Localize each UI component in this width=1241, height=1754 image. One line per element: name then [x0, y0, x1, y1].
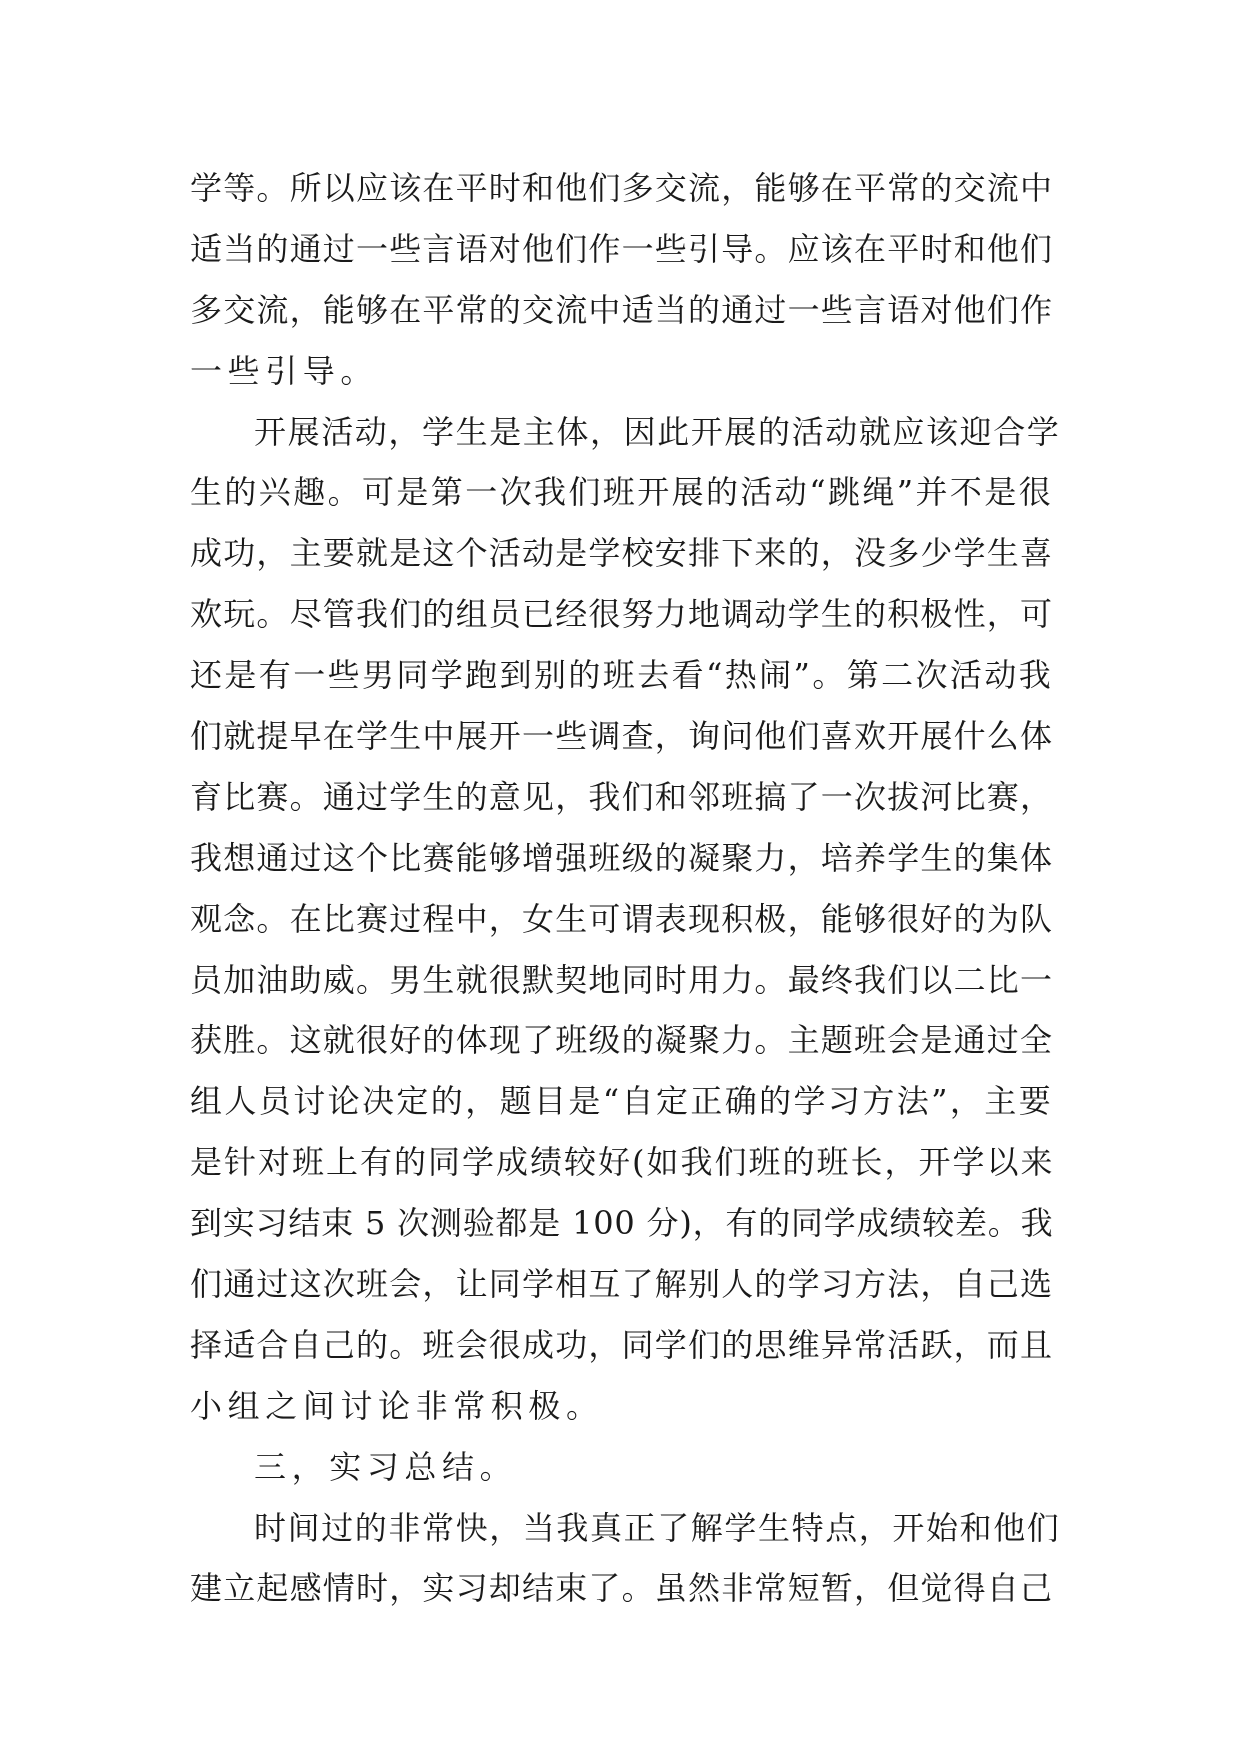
body-text [190, 158, 1060, 1619]
text-line: 员加油助威。男生就很默契地同时用力。最终我们以二比一 [190, 960, 1054, 999]
text-line: 生的兴趣。可是第一次我们班开展的活动“跳绳”并不是很 [190, 473, 1054, 512]
text-line: 小组之间讨论非常积极。 [190, 1386, 604, 1425]
paragraph [190, 1498, 1060, 1620]
text-line: 我想通过这个比赛能够增强班级的凝聚力，培养学生的集体 [190, 838, 1054, 877]
text-line: 开展活动，学生是主体，因此开展的活动就应该迎合学 [254, 412, 1061, 451]
text-line: 还是有一些男同学跑到别的班去看“热闹”。第二次活动我 [190, 656, 1054, 695]
text-line: 欢玩。尽管我们的组员已经很努力地调动学生的积极性，可 [190, 595, 1054, 634]
text-line: 是针对班上有的同学成绩较好(如我们班的班长，开学以来 [190, 1143, 1055, 1182]
text-line: 多交流，能够在平常的交流中适当的通过一些言语对他们作 [190, 290, 1054, 329]
text-line: 三，实习总结。 [254, 1447, 518, 1486]
text-line: 组人员讨论决定的，题目是“自定正确的学习方法”，主要 [190, 1082, 1054, 1121]
paragraph [190, 402, 1060, 1437]
text-line: 育比赛。通过学生的意见，我们和邻班搞了一次拔河比赛， [190, 777, 1054, 816]
text-line: 学等。所以应该在平时和他们多交流，能够在平常的交流中 [190, 169, 1054, 207]
paragraph [190, 158, 1060, 402]
text-line: 们通过这次班会，让同学相互了解别人的学习方法，自己选 [190, 1265, 1054, 1304]
text-line: 们就提早在学生中展开一些调查，询问他们喜欢开展什么体 [190, 717, 1054, 756]
section-heading [190, 1437, 1060, 1498]
text-line: 观念。在比赛过程中，女生可谓表现积极，能够很好的为队 [190, 899, 1054, 938]
text-line: 建立起感情时，实习却结束了。虽然非常短暂，但觉得自己 [190, 1569, 1054, 1608]
text-line: 适当的通过一些言语对他们作一些引导。应该在平时和他们 [190, 229, 1054, 268]
text-line: 成功，主要就是这个活动是学校安排下来的，没多少学生喜 [190, 534, 1054, 573]
text-line: 择适合自己的。班会很成功，同学们的思维异常活跃，而且 [190, 1325, 1054, 1364]
text-line: 一些引导。 [190, 351, 379, 390]
text-line: 时间过的非常快，当我真正了解学生特点，开始和他们 [254, 1508, 1061, 1547]
text-line: 获胜。这就很好的体现了班级的凝聚力。主题班会是通过全 [190, 1021, 1054, 1060]
text-line: 到实习结束 5 次测验都是 100 分)，有的同学成绩较差。我 [190, 1204, 1054, 1243]
